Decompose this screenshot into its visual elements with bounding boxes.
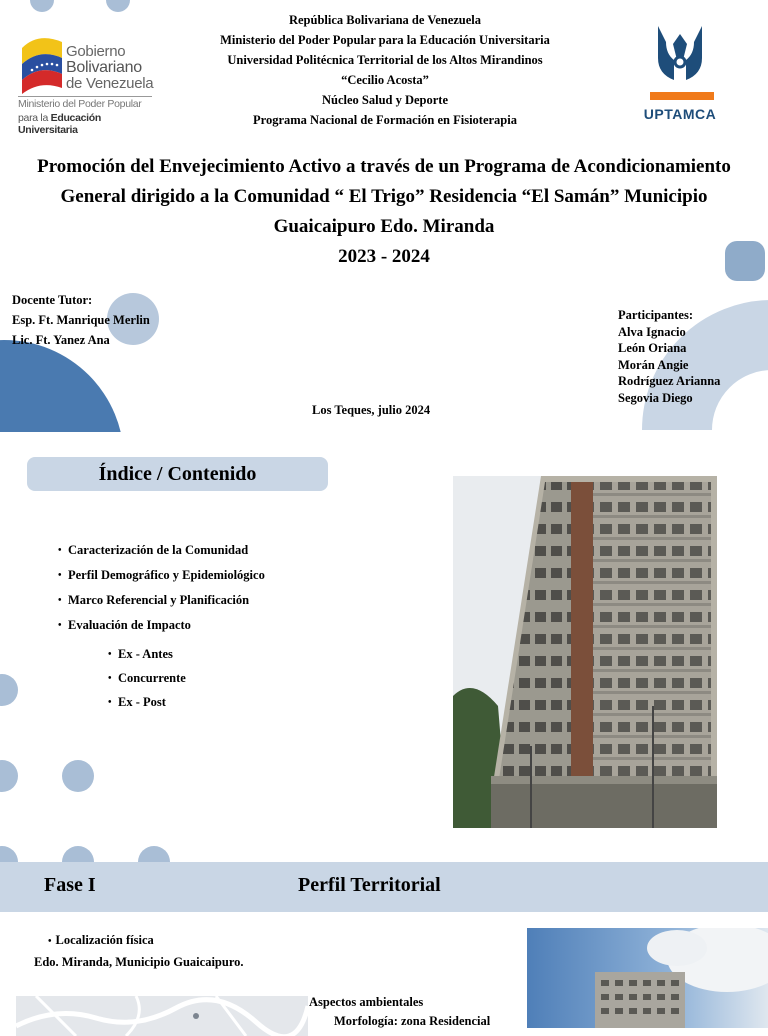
participant-name: León Oriana: [618, 341, 687, 355]
place-date: Los Teques, julio 2024: [312, 403, 431, 417]
bullet-icon: •: [58, 620, 62, 631]
decor-circle: [0, 674, 18, 706]
index-sublist: [108, 642, 186, 714]
residence-illustration: [527, 928, 768, 1028]
location-text: Edo. Miranda, Municipio Guaicaipuro.: [34, 955, 244, 969]
title-line: Guaicaipuro Edo. Miranda: [273, 216, 495, 237]
participants-block: [618, 307, 720, 406]
bullet-icon: •: [58, 545, 62, 556]
tutor-block: [12, 290, 150, 350]
index-subitem-label: Ex - Post: [118, 694, 166, 709]
institution-line: Universidad Politécnica Territorial de los Altos Mirandinos: [227, 53, 543, 67]
decor-circle: [30, 0, 54, 12]
title-year: 2023 - 2024: [338, 246, 430, 267]
institution-header: [190, 10, 580, 130]
index-item: [58, 538, 265, 563]
title-line: Promoción del Envejecimiento Activo a través de un Programa de Acondicionamiento: [37, 156, 731, 177]
index-subitem-label: Concurrente: [118, 670, 186, 685]
index-item-label: Perfil Demográfico y Epidemiológico: [68, 568, 265, 582]
index-item: [58, 613, 265, 638]
index-subitem: [108, 666, 186, 690]
gov-logo-sub2: [18, 112, 158, 136]
decor-circle: [106, 0, 130, 12]
institution-line: Programa Nacional de Formación en Fisioterapia: [253, 113, 517, 127]
gov-logo-line1: Gobierno: [66, 43, 126, 60]
gov-logo-sub2-bold: Educación Universitaria: [18, 112, 102, 136]
index-subitem: [108, 690, 186, 714]
environment-sub: Morfología: zona Residencial: [334, 1014, 491, 1028]
uptamca-label: UPTAMCA: [643, 106, 717, 122]
index-header: Índice / Contenido: [27, 457, 328, 491]
environment-title: Aspectos ambientales: [309, 995, 424, 1009]
bullet-icon: •: [108, 648, 112, 660]
participant-name: Morán Angie: [618, 357, 689, 372]
government-logo: [18, 30, 158, 136]
phase-title: Perfil Territorial: [298, 874, 441, 896]
bullet-icon: •: [48, 936, 52, 947]
index-item: [58, 588, 265, 613]
index-item-label: Caracterización de la Comunidad: [68, 543, 249, 557]
institution-line: Ministerio del Poder Popular para la Educación Universitaria: [220, 33, 550, 47]
index-subitem: [108, 642, 186, 666]
location-bullet: [48, 933, 154, 948]
participant-name: Alva Ignacio: [618, 324, 686, 339]
participant-name: Rodríguez Arianna: [618, 374, 721, 388]
uptamca-emblem-icon: [630, 20, 730, 100]
participant-name: Segovia Diego: [618, 390, 693, 405]
index-list: [58, 538, 265, 638]
index-item-label: Marco Referencial y Planificación: [68, 593, 250, 607]
institution-line: Núcleo Salud y Deporte: [321, 93, 449, 107]
decor-circle: [0, 760, 18, 792]
index-item-label: Evaluación de Impacto: [68, 618, 191, 632]
main-title: [0, 152, 768, 272]
map-illustration: [16, 996, 308, 1036]
gov-logo-sub2-prefix: para la: [18, 112, 51, 124]
bullet-icon: •: [58, 570, 62, 581]
bullet-icon: •: [108, 696, 112, 708]
decor-circle: [62, 760, 94, 792]
bullet-icon: •: [58, 595, 62, 606]
uptamca-logo: [630, 20, 730, 130]
participants-heading: Participantes:: [618, 308, 693, 322]
location-bullet-label: Localización física: [55, 933, 154, 947]
residence-photo: [527, 928, 768, 1028]
building-photo: [453, 476, 717, 828]
tutor-name: Lic. Ft. Yanez Ana: [12, 333, 110, 347]
bullet-icon: •: [108, 672, 112, 684]
tutor-heading: Docente Tutor:: [12, 293, 93, 307]
gov-logo-divider: [18, 96, 152, 97]
title-line: General dirigido a la Comunidad “ El Trigo” Residencia “El Samán” Municipio: [60, 186, 708, 207]
index-item: [58, 563, 265, 588]
institution-line: “Cecilio Acosta”: [341, 73, 429, 87]
gov-logo-line3: de Venezuela: [66, 75, 154, 92]
tutor-name: Esp. Ft. Manrique Merlin: [12, 313, 150, 327]
gov-logo-sub1: Ministerio del Poder Popular: [18, 98, 142, 110]
gov-logo-line2: Bolivariano: [66, 59, 142, 76]
index-subitem-label: Ex - Antes: [118, 646, 173, 661]
map-thumbnail: [16, 996, 308, 1036]
institution-line: República Bolivariana de Venezuela: [288, 13, 482, 27]
building-illustration: [453, 476, 717, 828]
flag-emblem-icon: [18, 30, 66, 96]
phase-label: Fase I: [44, 874, 96, 896]
